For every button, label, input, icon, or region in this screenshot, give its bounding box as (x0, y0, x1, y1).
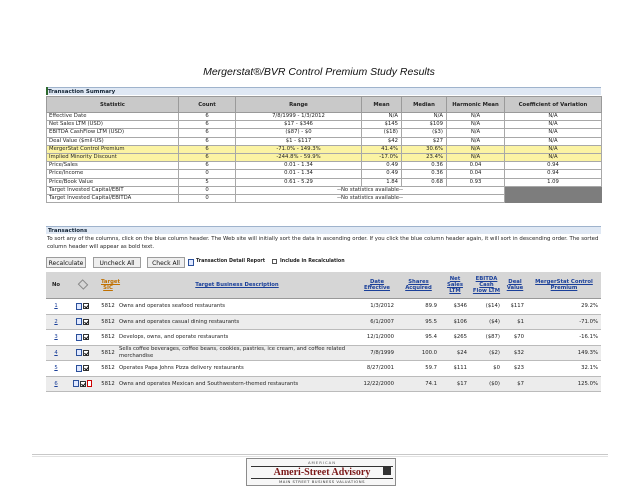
row-sic: 5812 (99, 330, 117, 346)
summary-table (46, 96, 602, 203)
row-date: 12/22/2000 (357, 376, 397, 392)
pdf-icon[interactable] (87, 380, 92, 387)
row-actions (66, 330, 99, 346)
row-date: 7/8/1999 (357, 345, 397, 361)
uncheck-all-button[interactable]: Uncheck All (93, 257, 141, 268)
report-icon[interactable] (76, 365, 82, 372)
summary-cell-hmean: N/A (447, 145, 505, 153)
col-deal[interactable]: Deal Value (503, 272, 527, 299)
summary-row (47, 121, 602, 129)
summary-col-header: Statistic (47, 97, 179, 113)
row-ebitda: ($0) (470, 376, 503, 392)
summary-cell-range: 0.01 - 1.34 (236, 170, 362, 178)
summary-cell-blank (505, 194, 602, 202)
row-premium: -16.1% (527, 330, 601, 346)
report-icon[interactable] (76, 303, 82, 310)
summary-cell-cov: N/A (505, 145, 602, 153)
transaction-number-link[interactable]: 6 (46, 376, 66, 392)
summary-cell-count: 6 (179, 145, 236, 153)
include-legend: Include in Recalculation (280, 259, 345, 264)
detail-report-legend: Transaction Detail Report (196, 259, 266, 264)
summary-cell-cov: N/A (505, 153, 602, 161)
row-sales: $17 (440, 376, 470, 392)
summary-cell-median: 0.36 (402, 170, 447, 178)
summary-cell-stat: Price/Book Value (47, 178, 179, 186)
summary-cell-cov: 0.94 (505, 162, 602, 170)
summary-row (47, 129, 602, 137)
row-sic: 5812 (99, 345, 117, 361)
transaction-row (46, 314, 601, 330)
report-icon (188, 259, 194, 266)
summary-col-header: Median (402, 97, 447, 113)
row-description: Develops, owns, and operate restaurants (117, 330, 357, 346)
summary-cell-hmean: N/A (447, 121, 505, 129)
sort-icon (77, 279, 88, 290)
summary-cell-mean: 41.4% (362, 145, 402, 153)
report-icon[interactable] (73, 380, 79, 387)
summary-row (47, 113, 602, 121)
summary-cell-stat: Target Invested Capital/EBIT (47, 186, 179, 194)
summary-cell-cov: N/A (505, 121, 602, 129)
summary-cell-mean: 0.49 (362, 162, 402, 170)
row-actions (66, 361, 99, 377)
row-premium: 32.1% (527, 361, 601, 377)
summary-row (47, 194, 602, 202)
transaction-row (46, 345, 601, 361)
col-ebitda[interactable]: EBITDA Cash Flow LTM (470, 272, 503, 299)
row-premium: 149.3% (527, 345, 601, 361)
summary-row (47, 170, 602, 178)
summary-cell-mean: $42 (362, 137, 402, 145)
summary-cell-mean: -17.0% (362, 153, 402, 161)
logo-tagline-top: AMERICAN (307, 460, 337, 465)
summary-cell-count: 6 (179, 121, 236, 129)
row-sales: $111 (440, 361, 470, 377)
ameri-street-logo (246, 458, 396, 486)
no-stats-note: --No statistics available-- (236, 186, 505, 194)
summary-cell-range: $17 - $346 (236, 121, 362, 129)
row-description: Owns and operates casual dining restaurants (117, 314, 357, 330)
summary-section-header: Transaction Summary (46, 87, 601, 95)
summary-cell-mean: 0.49 (362, 170, 402, 178)
transaction-number-link[interactable]: 2 (46, 314, 66, 330)
row-shares: 100.0 (397, 345, 440, 361)
row-sales: $346 (440, 299, 470, 315)
transaction-number-link[interactable]: 1 (46, 299, 66, 315)
row-premium: 125.0% (527, 376, 601, 392)
summary-cell-count: 0 (179, 194, 236, 202)
summary-cell-mean: ($18) (362, 129, 402, 137)
summary-cell-stat: Price/Income (47, 170, 179, 178)
row-sales: $106 (440, 314, 470, 330)
transaction-row (46, 376, 601, 392)
row-ebitda: ($87) (470, 330, 503, 346)
row-premium: 29.2% (527, 299, 601, 315)
row-deal: $117 (503, 299, 527, 315)
include-checkbox[interactable] (83, 365, 89, 371)
summary-cell-hmean: N/A (447, 153, 505, 161)
transaction-row (46, 361, 601, 377)
row-date: 8/27/2001 (357, 361, 397, 377)
summary-cell-hmean: 0.04 (447, 162, 505, 170)
row-shares: 74.1 (397, 376, 440, 392)
summary-cell-count: 5 (179, 178, 236, 186)
col-shares[interactable]: Shares Acquired (397, 272, 440, 299)
summary-col-header: Range (236, 97, 362, 113)
transaction-number-link[interactable]: 3 (46, 330, 66, 346)
summary-cell-range: 0.61 - 5.29 (236, 178, 362, 186)
row-sic: 5812 (99, 299, 117, 315)
summary-cell-range: -244.8% - 59.9% (236, 153, 362, 161)
transactions-toolbar (46, 256, 601, 270)
row-sales: $265 (440, 330, 470, 346)
transaction-number-link[interactable]: 5 (46, 361, 66, 377)
section-accent-bar (46, 87, 48, 95)
transactions-table (46, 272, 601, 392)
recalculate-button[interactable]: Recalculate (46, 257, 86, 268)
row-actions (66, 314, 99, 330)
col-description[interactable]: Target Business Description (117, 272, 357, 299)
summary-cell-count: 6 (179, 113, 236, 121)
row-ebitda: ($4) (470, 314, 503, 330)
summary-cell-median: ($3) (402, 129, 447, 137)
no-stats-note: --No statistics available-- (236, 194, 505, 202)
summary-cell-stat: Net Sales LTM (USD) (47, 121, 179, 129)
row-ebitda: $0 (470, 361, 503, 377)
row-actions (66, 376, 99, 392)
summary-cell-stat: MergerStat Control Premium (47, 145, 179, 153)
report-icon[interactable] (76, 349, 82, 356)
row-date: 12/1/2000 (357, 330, 397, 346)
row-actions (66, 299, 99, 315)
check-all-button[interactable]: Check All (147, 257, 185, 268)
page-title: Mergerstat®/BVR Control Premium Study Results (203, 66, 435, 78)
col-no: No (46, 272, 66, 299)
summary-cell-range: 7/8/1999 - 1/3/2012 (236, 113, 362, 121)
include-checkbox[interactable] (83, 350, 89, 356)
summary-cell-hmean: 0.93 (447, 178, 505, 186)
row-description: Sells coffee beverages, coffee beans, cookies, pastries, ice cream, and coffee related merchandise (117, 345, 357, 361)
summary-cell-hmean: N/A (447, 137, 505, 145)
summary-col-header: Coefficient of Variation (505, 97, 602, 113)
summary-cell-mean: 1.84 (362, 178, 402, 186)
summary-cell-hmean: N/A (447, 113, 505, 121)
sort-instructions: To sort any of the columns, click on the blue column header. The Web site will initially sort the data in ascending order. If you click the blue column header again, it will sort in descending order. The sorted column header will appear as bold text. (47, 236, 599, 250)
row-description: Operates Papa Johns Pizza delivery restaurants (117, 361, 357, 377)
row-shares: 89.9 (397, 299, 440, 315)
summary-cell-median: 23.4% (402, 153, 447, 161)
summary-cell-median: 0.68 (402, 178, 447, 186)
row-actions (66, 345, 99, 361)
row-deal: $70 (503, 330, 527, 346)
col-sic[interactable]: Target SIC (99, 272, 117, 299)
transaction-row (46, 299, 601, 315)
summary-cell-count: 0 (179, 170, 236, 178)
row-sic: 5812 (99, 361, 117, 377)
logo-emblem-icon (383, 467, 391, 475)
summary-col-header: Harmonic Mean (447, 97, 505, 113)
row-ebitda: ($14) (470, 299, 503, 315)
row-date: 6/1/2007 (357, 314, 397, 330)
summary-cell-hmean: 0.04 (447, 170, 505, 178)
summary-cell-stat: Target Invested Capital/EBITDA (47, 194, 179, 202)
summary-cell-median: 0.36 (402, 162, 447, 170)
report-icon[interactable] (76, 334, 82, 341)
report-icon[interactable] (76, 318, 82, 325)
summary-row (47, 137, 602, 145)
include-checkbox[interactable] (80, 381, 86, 387)
summary-cell-stat: Price/Sales (47, 162, 179, 170)
summary-cell-median: 30.6% (402, 145, 447, 153)
summary-cell-range: -71.0% - 149.3% (236, 145, 362, 153)
include-checkbox-icon (272, 259, 277, 264)
transaction-row (46, 330, 601, 346)
summary-cell-cov: N/A (505, 137, 602, 145)
row-shares: 95.4 (397, 330, 440, 346)
summary-cell-stat: Implied Minority Discount (47, 153, 179, 161)
col-premium[interactable]: MergerStat Control Premium (527, 272, 601, 299)
col-select (66, 272, 99, 299)
row-deal: $32 (503, 345, 527, 361)
summary-cell-count: 6 (179, 153, 236, 161)
summary-cell-cov: 0.94 (505, 170, 602, 178)
summary-cell-count: 6 (179, 129, 236, 137)
row-date: 1/3/2012 (357, 299, 397, 315)
summary-col-header: Count (179, 97, 236, 113)
summary-cell-stat: EBITDA CashFlow LTM (USD) (47, 129, 179, 137)
logo-brand: Ameri-Street Advisory (251, 466, 393, 479)
row-deal: $7 (503, 376, 527, 392)
footer-divider (32, 454, 608, 455)
summary-cell-cov: N/A (505, 129, 602, 137)
summary-cell-median: $27 (402, 137, 447, 145)
logo-tagline-bottom: MAIN STREET BUSINESS VALUATIONS (278, 479, 366, 484)
row-sic: 5812 (99, 376, 117, 392)
include-checkbox[interactable] (83, 303, 89, 309)
summary-cell-range: $1 - $117 (236, 137, 362, 145)
row-sales: $24 (440, 345, 470, 361)
footer-divider-2 (32, 456, 608, 457)
summary-cell-range: ($87) - $0 (236, 129, 362, 137)
summary-cell-count: 0 (179, 186, 236, 194)
summary-cell-stat: Deal Value ($mil-US) (47, 137, 179, 145)
transaction-number-link[interactable]: 4 (46, 345, 66, 361)
summary-row (47, 162, 602, 170)
row-deal: $1 (503, 314, 527, 330)
row-deal: $23 (503, 361, 527, 377)
summary-cell-hmean: N/A (447, 129, 505, 137)
summary-cell-mean: N/A (362, 113, 402, 121)
summary-row (47, 153, 602, 161)
transactions-section-header: Transactions (46, 226, 601, 234)
summary-row (47, 145, 602, 153)
row-ebitda: ($2) (470, 345, 503, 361)
summary-cell-blank (505, 186, 602, 194)
col-date[interactable]: Date Effective (357, 272, 397, 299)
row-shares: 59.7 (397, 361, 440, 377)
summary-cell-median: $109 (402, 121, 447, 129)
summary-cell-count: 6 (179, 137, 236, 145)
col-sales[interactable]: Net Sales LTM (440, 272, 470, 299)
summary-cell-cov: 1.09 (505, 178, 602, 186)
row-premium: -71.0% (527, 314, 601, 330)
row-sic: 5812 (99, 314, 117, 330)
row-shares: 95.5 (397, 314, 440, 330)
summary-cell-range: 0.01 - 1.34 (236, 162, 362, 170)
row-description: Owns and operates seafood restaurants (117, 299, 357, 315)
summary-cell-count: 6 (179, 162, 236, 170)
include-checkbox[interactable] (83, 334, 89, 340)
include-checkbox[interactable] (83, 319, 89, 325)
summary-cell-cov: N/A (505, 113, 602, 121)
summary-row (47, 178, 602, 186)
summary-row (47, 186, 602, 194)
summary-cell-mean: $145 (362, 121, 402, 129)
summary-col-header: Mean (362, 97, 402, 113)
summary-cell-stat: Effective Date (47, 113, 179, 121)
row-description: Owns and operates Mexican and Southwestern-themed restaurants (117, 376, 357, 392)
summary-cell-median: N/A (402, 113, 447, 121)
